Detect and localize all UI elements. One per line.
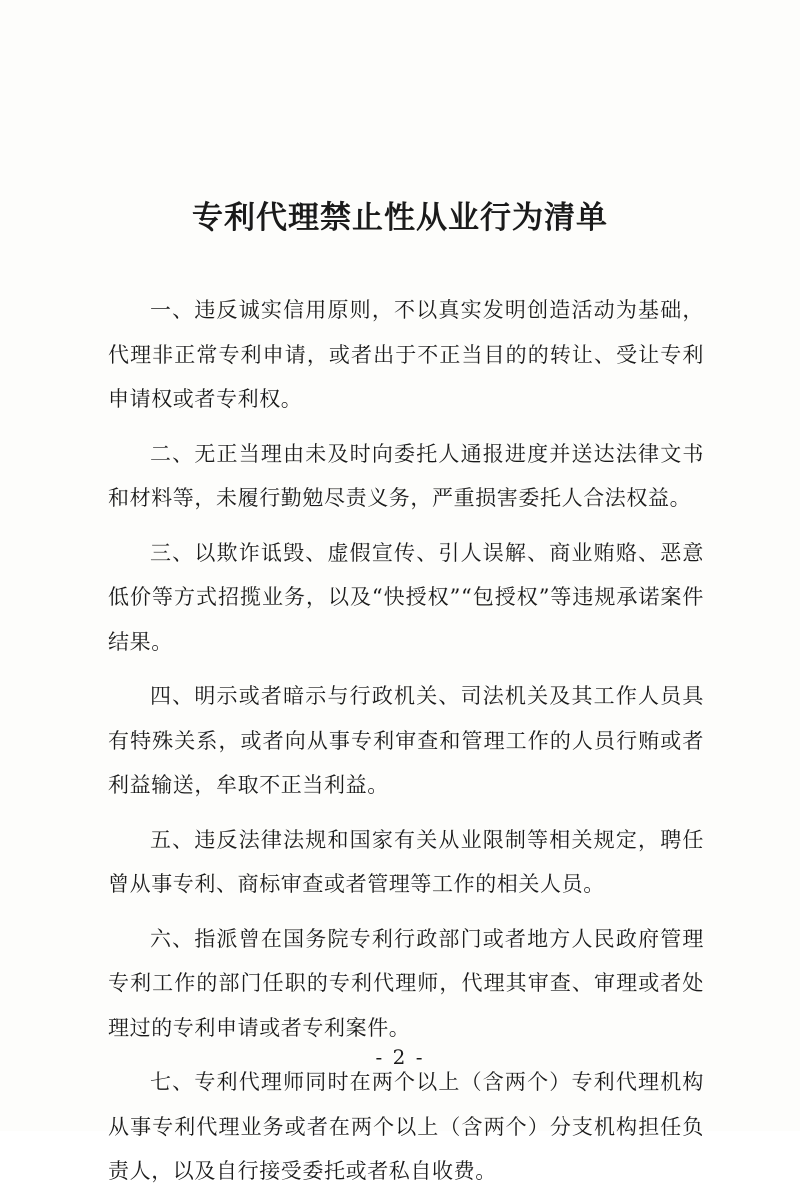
paragraph-1: 一、违反诚实信用原则，不以真实发明创造活动为基础，代理非正常专利申请，或者出于不正当目的的转让、受让专利申请权或者专利权。 xyxy=(108,298,704,411)
paragraph-5: 五、违反法律法规和国家有关从业限制等相关规定，聘任曾从事专利、商标审查或者管理等工作的相关人员。 xyxy=(108,827,704,896)
paragraph-7: 七、专利代理师同时在两个以上（含两个）专利代理机构从事专利代理业务或者在两个以上（含两个）分支机构担任负责人，以及自行接受委托或者私自收费。 xyxy=(108,1070,704,1183)
page-title: 专利代理禁止性从业行为清单 xyxy=(192,200,608,236)
paragraph-3: 三、以欺诈诋毁、虚假宣传、引人误解、商业贿赂、恶意低价等方式招揽业务，以及“快授权”“包授权”等违规承诺案件结果。 xyxy=(108,540,704,654)
paragraph-6: 六、指派曾在国务院专利行政部门或者地方人民政府管理专利工作的部门任职的专利代理师，代理其审查、审理或者处理过的专利申请或者专利案件。 xyxy=(108,926,704,1040)
page-number: - 2 - xyxy=(375,1045,425,1069)
paragraph-2: 二、无正当理由未及时向委托人通报进度并送达法律文书和材料等，未履行勤勉尽责义务，严重损害委托人合法权益。 xyxy=(108,441,704,510)
paragraph-4: 四、明示或者暗示与行政机关、司法机关及其工作人员具有特殊关系，或者向从事专利审查和管理工作的人员行贿或者利益输送，牟取不正当利益。 xyxy=(108,684,704,797)
